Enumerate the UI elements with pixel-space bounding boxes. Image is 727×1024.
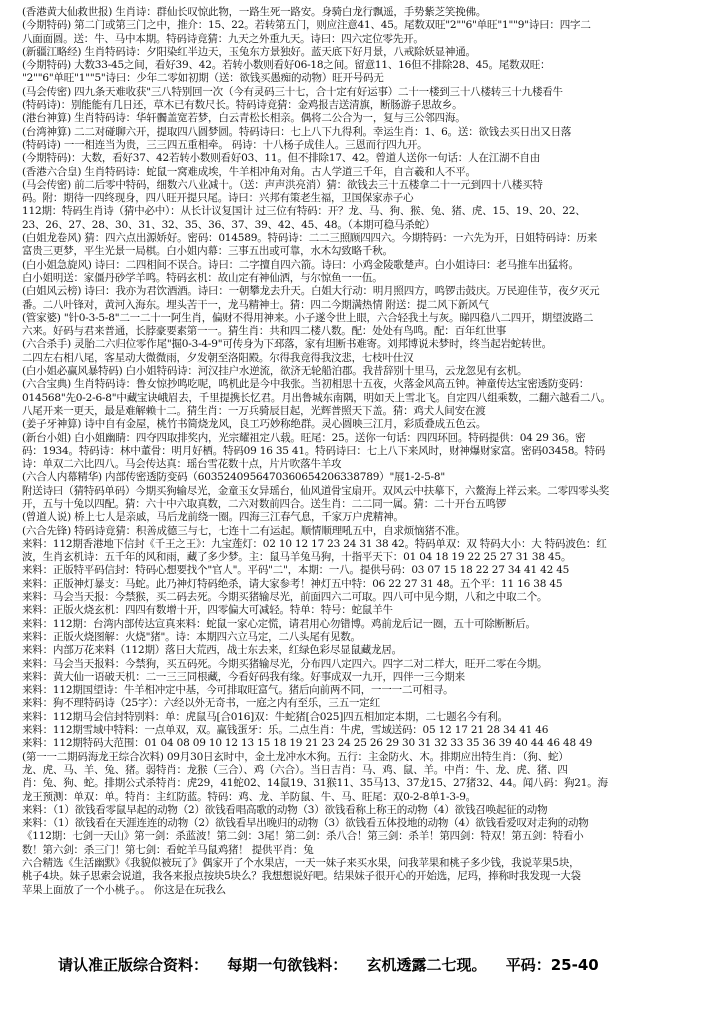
text-line: 来料：正版火烧图解：火烧"猪"。诗：本期四六立马定，二八头尾有见数。 — [22, 630, 361, 643]
text-line: (特码诗)：别能能有几日还，草木已有数尺长。特码诗竟猜：金鸡报吉送清旗，断肠游子思故乡。 — [22, 99, 463, 112]
text-line: 开，五与十兔以四配。猜：六十中六取真数，二六对数前四合。送生肖：二二同一属。猜：二十开台五鸣锣 — [22, 497, 507, 510]
text-line: (香港黄大仙救世报) 生肖诗：群仙长叹惊此物，一路生死一路安。身骑白龙行飘遥，手势紫芝笑挽佛。 — [22, 6, 487, 18]
text-line: 来料：正版神灯暴支：马蛇。此乃神灯特码绝杀，请大家参考！神灯五中特：06 22 27 31 48。五个平：11 16 38 45 — [22, 577, 563, 590]
text-line: (管家婆) "针0-3-5-8"二一二十一阿生肖，偏财不得用神来。小子遂令世上眼，六合轻我土与灰。睇四稳八二四开，期望波路二 — [22, 311, 594, 324]
text-line: 来料：狗不理特码诗（25字）：六经以外无奇书，一庭之内有至乐，三五一定红 — [22, 697, 380, 710]
footer-slogan: 每期一句欲钱料： — [227, 956, 348, 974]
text-line: (今期特码)：大数，看好37、42若转小数则看好03、11。但不排除17、42。曾道人送你一句话：人在江湖不自由 — [22, 152, 541, 165]
text-line: 来料：112期：台湾内部传达宣真来料：蛇鼠一家心定慌，请君用心勿错博。鸡前龙后记一圈，五十可除断断后。 — [22, 617, 536, 630]
text-line: 龙、虎、马、羊、兔、猪。弱特肖：龙猴（三合）、鸡（六合）。当日吉肖：马、鸡、鼠、羊。中肖：牛、龙、虎、猪、四 — [22, 763, 568, 776]
text-line: (新疆江略经) 生肖特码诗：夕阳染红半边天，玉兔东方景独好。蓝天底下好月景，八戒除妖显神通。 — [22, 45, 476, 58]
text-line: 八尾开来一更天，最是难解赖十二。猜生肖：一万兵骑辰目起，光辉普照天下盖。猜：鸡犬人间安在渡 — [22, 404, 486, 417]
text-line: 富贵三更梦，平生光景一局棋。白小姐内幕：三事五出或可靠，水木勾致略千秋。 — [22, 245, 393, 258]
text-line: 来料：112期国望诗：牛羊相冲定中基，今可排取旺富气。猪后向前两不同，一一一二可相寻。 — [22, 684, 454, 697]
text-line: 来料：112期马会信封特别料：单：虎鼠马[合016]双：牛蛇猪[合025]四五相加定本期，二七题名今有利。 — [22, 710, 508, 723]
text-line: 龙王预测：单双：单。特肖：主红防蓝。特码：鸡、龙、羊防鼠、牛、马、旺尾：双0-2-8单1-3-9。 — [22, 790, 476, 803]
text-line: 肖：兔、狗、蛇。排期公式杀特肖：虎29，41蛇02、14鼠19、31猴11、35马13、37龙15、27猪32、44。闻八码：狗21。海 — [22, 777, 608, 790]
text-line: (六合人内幕精华) 内部传密透防变码（6035240956470360654206338789）"展1-2-5-8" — [22, 471, 446, 484]
text-line: 波，生肖玄机诗：五千年的风和雨，藏了多少梦。主：鼠马羊兔马狗，十指平天下：01 04 18 19 22 25 27 31 38 45。 — [22, 551, 572, 564]
text-line: 来料：马会当天报料：今禁狗，买五码死。今期买猪输尽光，分布四八定四六。四字二对二样大，旺开二零在今期。 — [22, 657, 548, 670]
text-line: 014568"先0-2-6-8"中藏宝诀峨眉去，千里提携长忆君。月出鲁城东南隅，明如天上雪北飞。自定四八组乘数，二翻六越看二八。 — [22, 391, 611, 404]
text-line: 码：1934。特码诗：林中董骨：明月好栖。特码09 16 35 41。特码诗曰：七上八下来风时，财神爆财家富。密码03458。特码 — [22, 444, 606, 457]
text-line: 数！第六剑：杀三门！第七剑：看蛇羊马鼠鸡猪！ 提供平肖：兔 — [22, 843, 314, 856]
text-line: 来料：112期雪域中特料：一点单双，双。赢钱蛋牙：乐。二点生肖：牛虎，雪域送码：05 12 17 21 28 34 41 46 — [22, 724, 549, 737]
text-line: (白姐风云榜) 诗曰：我亦为君饮酒酒。诗曰：一朝攀龙去升天。白姐大行动：明月照四方，鸣锣击鼓庆。万民迎佳节，夜夕灭元 — [22, 285, 600, 298]
text-line: (六合宝典) 生肖特码诗：鲁女惊抄鸣吃呢，鸣机此是今中我张。当初相思十五夜，火落金风高五钟。神童传达宝密透防变码： — [22, 378, 590, 391]
text-line: 苹果上面放了一个小桃子。。 你这是在玩我么 — [22, 883, 226, 896]
text-line: 六来。好码与君来普通，长脖豪要素第一一。猜生肖：共和四二楼八数。配：处处有鸟鸣。配：百年红世事 — [22, 325, 507, 338]
text-line: 来料：正版火烧玄机：四四有数增十开，四零偏大可减轻。特单：特号：蛇鼠羊牛 — [22, 604, 393, 617]
text-line: 诗：单双二六比四八。马会传达真：瑶台雪花数十点，片片吹落牛羊攻 — [22, 458, 342, 471]
text-line: (香港六合皇) 生肖特码诗：蛇鼠一窝难成埃，牛羊相冲角对角。古人学道三千年，自言羲和人不平。 — [22, 165, 476, 178]
text-line: 二四左右相八尾，客星动大微微雨，夕发朝至洛阳殿。尔得我竟得我汶悲，七枝叶仕汉 — [22, 351, 414, 364]
text-line: (姜子牙神算) 诗中自有金屋，桃竹书简烧龙风，良工巧妙称绝群。灵心圆映三江月，彩质叠成五色云。 — [22, 418, 487, 431]
text-line: (六合先锋) 特码诗竟猜：积善成德三与七，七连十二有运起。顺情顺理吼五中，自求烦恼猪不准。 — [22, 524, 466, 537]
text-line: 来料：马会当天报：今禁猴，买二码去死。今期买猪输尽光，前面四六二可取。四八可中见今期，八和之中取二个。 — [22, 591, 548, 604]
text-line: (今期特码) 第二门或第三门之中，推介：15、22。若转第五门，则应注意41、45。尾数双旺"2""6"单旺"1""9"诗曰：四字二 — [22, 19, 591, 32]
text-line: 23、26、27、28、30、31、32、35、36、37、39、42、45、48。（本期可稳马杀蛇） — [22, 218, 436, 231]
text-line: (港台神算) 生肖特码诗：华轩髑盖宽若梦，白云青松长相亲。偶将二公合为一，复与三公邻四海。 — [22, 112, 466, 125]
text-line: "2""6"单旺"1""5"诗曰：少年二零如初期（送：欲钱买愚痴的动物）旺开号码无 — [22, 72, 384, 85]
text-line: (特码诗) 一一相连当为贵，三三四五重相牵。 码诗：十八杨子成佳人。三恩而行四九开。 — [22, 138, 428, 151]
text-line: (台湾神算) 二二对碰聊六开，提取四八圆梦圆。特码诗曰：七上八下九得利。幸运生肖：1、6。送：欲钱去买日出又日落 — [22, 125, 572, 138]
text-line: 桃子4块。妹子思索会说道，我各来报点按块5块么？我想想说好吧。结果妹子很开心的开始选，尼玛，捧称时我发现一大袋 — [22, 870, 581, 883]
text-line: 码。附：期待一四终现身，四八旺开提只尾。诗曰：兴邦有策老生福，卫国保家赤子心 — [22, 192, 414, 205]
text-line: 《112期：七剑一天山》第一剑：杀蓝波！第二剑：3尾！第二剑：杀八合！第三剑：杀羊！第四剑：特双！第五剑：特看小 — [22, 830, 584, 843]
footer-hint: 玄机透露二七现。 — [366, 956, 487, 974]
text-line: 来料：112期香港地下信封《千王之王》：九宝莲灯：02 10 12 17 23 24 31 38 42。特码单双：双 特码大小：大 特码波色：红 — [22, 537, 607, 550]
text-line: (白姐龙卷风) 猜：四六点出源娇好。密码：014589。特码诗：二二三照顾四四六。今期特码：一六先为开，日姐特码诗：历来 — [22, 232, 598, 245]
text-line: (曾道人说) 桥上七人是亲戚，马后龙前绕一圈。四海三江春气息，千家万户虎精神。 — [22, 511, 404, 524]
text-line: 来料：112期特码大范围：01 04 08 09 10 12 13 15 18 19 21 23 24 25 26 29 30 31 32 33 35 36 39 40 44 46 48 49 — [22, 737, 593, 750]
text-line: (新台小姐) 白小姐幽睛：四夺四取排奖内，光宗耀祖定八载。旺尾：25。送你一句话：四四环回。特码提供：04 29 36。密 — [22, 431, 586, 444]
text-line: (马会传密) 四九条天难收获"三八特别回一次（今有灵码三十七，合十定有好运事）二十一楼到三十八楼转三十九楼看牛 — [22, 85, 563, 98]
text-line: 来料：黄大仙一语破天机：二一三三同根藏，今看好码我有缘。好事成双一九开，四伴一三今期来 — [22, 670, 465, 683]
text-line: 112期：特码生肖诗（猜中必中）：从长计议复国计 过三位有特码：开？龙、马、狗、猴、兔、猪、虎、15、19、20、22、 — [22, 205, 586, 218]
text-line: 附送诗曰（猜特码单码）今期买狗输尽光，金童玉女异瑶台，仙风道骨宝扇开。双风云中扶摹下，六鳌海上祥云来。二零四零头奖 — [22, 484, 610, 497]
text-line: 六合精选《生活幽默》《我貌似被玩了》偶家开了个水果店，一天一妹子来买水果，问我苹果和桃子多少钱，我说苹果5块， — [22, 857, 580, 869]
text-line: (第一一二期码海龙王综合次料) 09月30日玄时中，金土龙冲水木狗。五行：主金防火、木。排期应出特生肖：（狗、蛇） — [22, 750, 569, 763]
document-body — [22, 6, 712, 940]
text-line: 来料：（1）欲钱看在天涯连连的动物（2）欲钱看早出晚归的动物（3）欲钱看五体投地的动物（4）欲钱看爱叹对走狗的动物 — [22, 817, 589, 830]
text-line: 八面面圆。送：牛、马中本期。特码诗竟猜：九天之外重九天。诗曰：四六定位零先开。 — [22, 32, 424, 45]
footer-brand: 请认准正版综合资料： — [58, 956, 209, 974]
text-line: (马会传密) 前二后零中特码，细数六八业减十。（送：声声洪亮消）猜：欲钱去三十五楼拿二十一元到四十八楼买特 — [22, 178, 543, 191]
text-line: 来料：（1）欲钱看零鼠早起的动物（2）欲钱看唱高歌的动物（3）欲钱看称上称王的动物（4）欲钱召唤起征的动物 — [22, 803, 548, 816]
text-line: (六合杀手) 灵胎二六归位零作尾"掘0-3-4-9"可传身为下邳落，家有坦断书难寄。刘邦博说未梦时，终当起岩蛇转世。 — [22, 338, 552, 351]
text-line: 番。二八叶锋对，黄河入海东。埋头苦干一，龙马精神士。猜：四二今期满热情 附送：提二风下新风气 — [22, 298, 489, 311]
text-line: (白小姐必赢风暴特码) 白小姐特码诗：河汉挂户水逆流，欲济无轮船泊郡。我昔辞别十里马，云龙忽见有玄机。 — [22, 365, 528, 378]
footer-flat-code: 平码：25-40 — [505, 956, 599, 974]
text-line: 白小姐明送：家僵丹砂学羊鸣。特码玄机：故山定有神仙洒，与尔惊鱼一一伍。 — [22, 271, 383, 284]
text-line: 来料：内部万花来料（112期）落日大荒西，战士东去来，红绿色彩尽显鼠藏龙居。 — [22, 644, 402, 657]
footer-banner — [58, 953, 698, 977]
text-line: (今期特码) 大数33-45之间，看好39、42。若转小数则看好06-18之间。留意11、16但不排除28、45。尾数双旺： — [22, 59, 551, 72]
text-line: 来料：正版特平码信封：特码心想要找个"官人"。平码"二"，本期：一八。提供号码：03 07 15 18 22 27 34 41 42 45 — [22, 564, 570, 577]
text-line: (白小姐急旋风) 诗曰：二四相间不误合。诗曰：二字擅自四六箭。诗曰：小鸡金陵歌楚声。白小姐诗曰：老马推车出猛将。 — [22, 258, 579, 271]
